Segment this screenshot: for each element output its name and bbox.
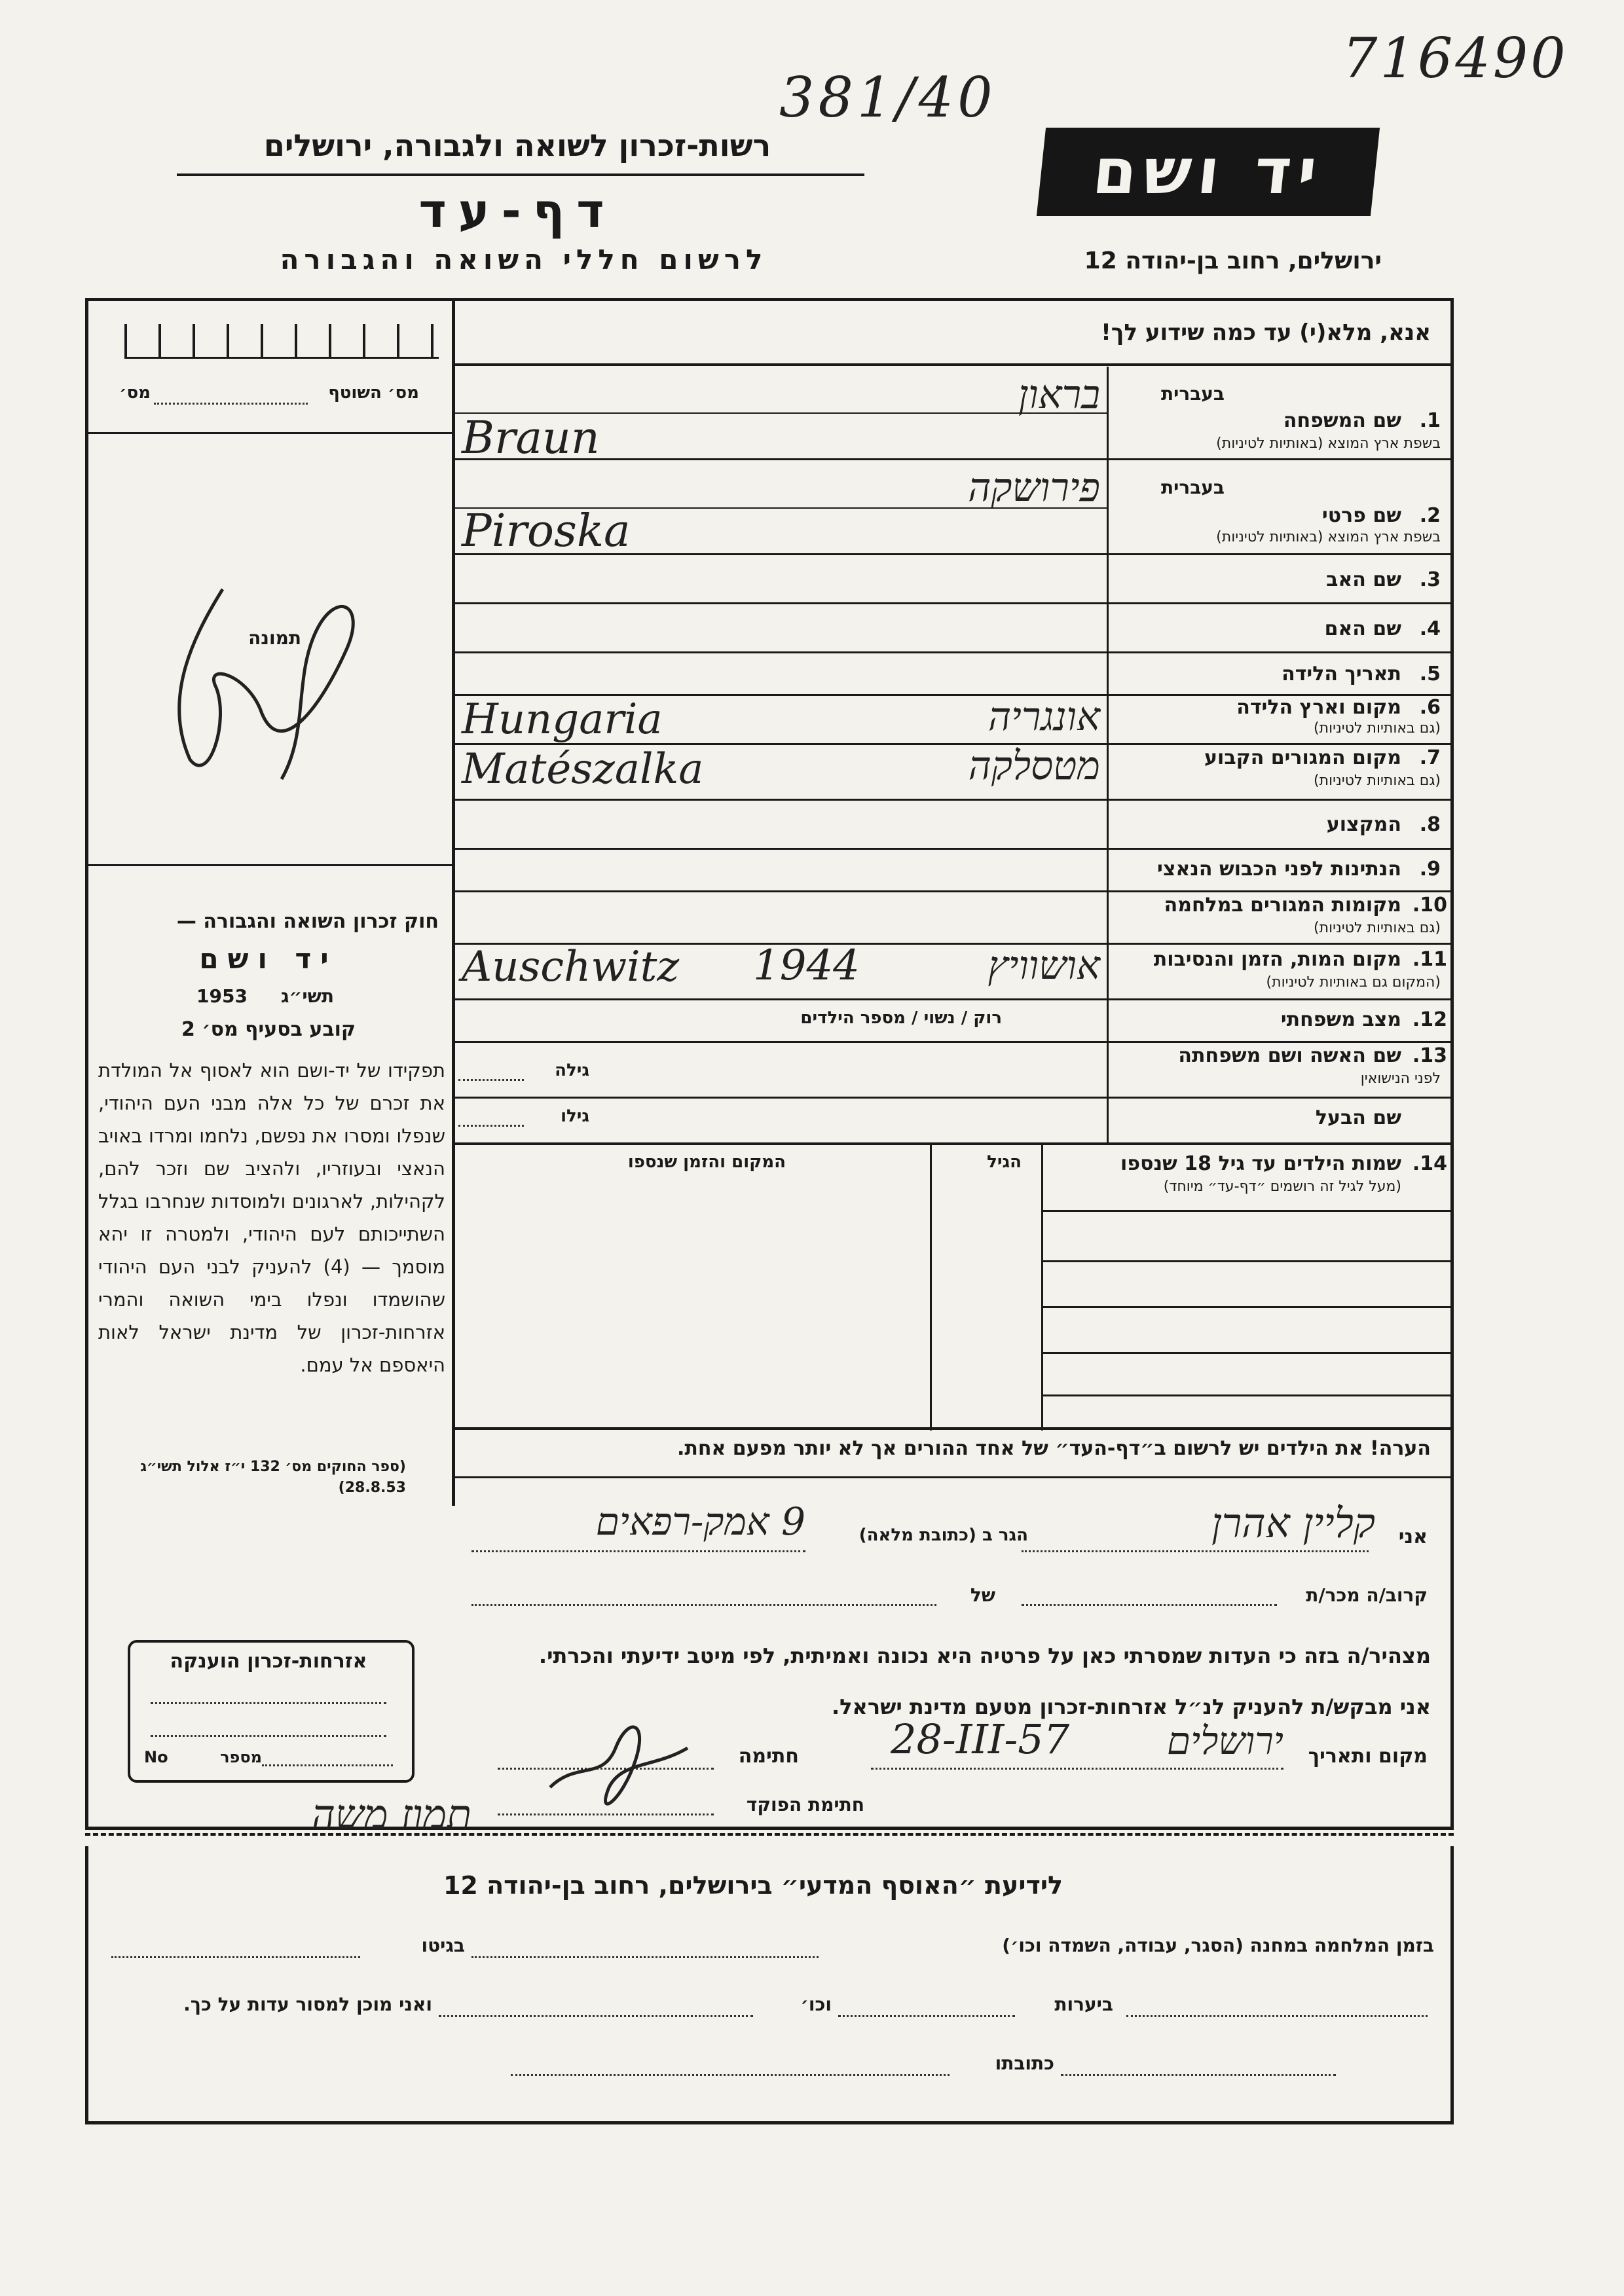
field-10-sub: (גם באותיות לטיניות)	[1314, 920, 1441, 936]
header-address: ירושלים, רחוב בן-יהודה 12	[1084, 247, 1382, 274]
field-7-label: מקום המגורים הקבוע	[1204, 746, 1401, 769]
form-instruction: אנא, מלא(י) עד כמה שידוע לך!	[1101, 319, 1431, 346]
serial-label: מס׳ השוטף	[328, 383, 419, 403]
field-husband-label: שם הבעל	[1315, 1106, 1401, 1129]
row-rule-4	[455, 651, 1450, 653]
footer-address-dots-right	[1061, 2074, 1336, 2076]
field-8-label: המקצוע	[1326, 813, 1401, 836]
field-6-value-hebrew: אונגריה	[987, 694, 1100, 740]
signature-label: חתימה	[738, 1745, 799, 1768]
photo-label: תמונה	[248, 627, 301, 649]
field-2-hebrew-tag: בעברית	[1160, 477, 1225, 498]
field-11-sub: (המקום גם באותיות לטיניות)	[1266, 974, 1441, 991]
footer-ghetto-dots	[111, 1956, 360, 1958]
field-2-value-hebrew: פירושקה	[968, 465, 1100, 511]
stamp-no-label: No	[144, 1748, 168, 1766]
footer-line2-ready: ואני מוכן למסור עדות על כך.	[183, 1994, 432, 2015]
witness-of-label: של	[970, 1584, 995, 1606]
footer-line3-address: כתובתו	[995, 2052, 1054, 2074]
field-11-value-year: 1944	[753, 941, 860, 990]
row-rule-3	[455, 602, 1450, 604]
date-value: 28-III-57	[891, 1715, 1070, 1763]
row-rule-12	[455, 1041, 1450, 1043]
field-11-num: 11.	[1412, 948, 1447, 971]
place-date-dots	[871, 1768, 1283, 1770]
org-underline	[177, 173, 864, 176]
field-1-label: שם המשפחה	[1283, 409, 1401, 432]
field-2-mid-rule	[455, 507, 1107, 509]
field-2-value-latin: Piroska	[462, 505, 631, 557]
photo-signature-scribble	[151, 563, 399, 799]
children-num: 14.	[1412, 1152, 1447, 1175]
form-subtitle: לרשום חללי השואה והגבורה	[280, 244, 768, 276]
witness-i-label: אני	[1398, 1525, 1428, 1548]
children-col-place: המקום והזמן שנספו	[627, 1152, 786, 1172]
field-1-hebrew-tag: בעברית	[1160, 383, 1225, 405]
field-5-num: 5.	[1419, 663, 1441, 685]
form-title: דף-עד	[418, 183, 616, 238]
children-note: הערה! את הילדים יש לרשום ב״דף-העד״ של אחד ההורים אך לא יותר מפעם אחת.	[677, 1437, 1431, 1460]
row-rule-8	[455, 848, 1450, 850]
footer-forests-dots	[1126, 2015, 1428, 2017]
field-1-mid-rule	[455, 412, 1107, 414]
field-3-num: 3.	[1419, 568, 1441, 591]
field-9-num: 9.	[1419, 858, 1441, 881]
children-row-rule-4	[1041, 1394, 1450, 1396]
org-name: רשות-זכרון לשואה ולגבורה, ירושלים	[263, 128, 771, 163]
field-6-value-latin: Hungaria	[462, 695, 663, 744]
field-2-label: שם פרטי	[1321, 504, 1401, 527]
field-6-num: 6.	[1419, 696, 1441, 719]
field-4-num: 4.	[1419, 617, 1441, 640]
sidebar-title: חוק זכרון השואה והגבורה —	[176, 910, 439, 933]
children-col-age: הגיל	[987, 1152, 1022, 1172]
serial-dots	[154, 403, 308, 405]
record-number: 716490	[1342, 26, 1568, 90]
field-7-value-hebrew: מטסלקה	[968, 743, 1100, 789]
photo-bottom-rule	[88, 864, 452, 866]
witness-name-dots	[1022, 1550, 1369, 1552]
children-col-divider-a	[930, 1142, 932, 1430]
field-10-label: מקומות המגורים במלחמה	[1164, 894, 1401, 917]
witness-address-value: 9 אמק-רפאים	[595, 1499, 805, 1544]
yad-vashem-logo	[1037, 128, 1380, 216]
row-rule-9	[455, 890, 1450, 892]
sidebar-hebrew-year: תשי״ג	[281, 985, 334, 1007]
witness-of-dots	[471, 1604, 936, 1606]
children-label: שמות הילדים עד גיל 18 שנספו	[1120, 1152, 1401, 1175]
field-3-label: שם האב	[1326, 568, 1401, 591]
sidebar-body: תפקידו של יד-ושם הוא לאסוף אל המולדת את זכרם של כל אלה מבני העם היהודי, שנפלו ומסרו את נפשם, נלחמו ומרדו באויב הנאצי ובעוזריו, ולהציב שם וזכר להם, לקהילות, לארגונים ולמוסדות שנחרבו בגלל השתייכותם לעם היהודי, ולמטרה זו יהא מוסמך — (4) להעניק לבני העם היהודי שהושמדו ונפלו בימי השואה והמרי אזרחות-זכרון של מדינת ישראל לאות היאספם אל עמם.	[98, 1059, 445, 1376]
field-6-sub: (גם באותיות לטיניות)	[1314, 720, 1441, 737]
witness-relation-label: קרוב/ה מכר/ת	[1306, 1584, 1428, 1606]
field-12-num: 12.	[1412, 1008, 1447, 1031]
field-7-num: 7.	[1419, 746, 1441, 769]
field-1-sub: בשפת ארץ המוצא (באותיות לטיניות)	[1216, 435, 1441, 452]
field-12-label: מצב משפחתי	[1280, 1008, 1401, 1031]
field-7-sub: (גם באותיות לטיניות)	[1314, 773, 1441, 789]
witness-relation-dots	[1022, 1604, 1277, 1606]
field-10-num: 10.	[1412, 894, 1447, 917]
serial-ticks	[124, 324, 439, 359]
field-1-num: 1.	[1419, 409, 1441, 432]
row-rule-13	[455, 1097, 1450, 1099]
field-2-num: 2.	[1419, 504, 1441, 527]
field-8-num: 8.	[1419, 813, 1441, 836]
instruction-rule	[455, 363, 1450, 366]
children-col-divider-b	[1041, 1142, 1043, 1430]
field-11-value-hebrew: אושוויץ	[987, 943, 1100, 989]
serial-no-label: מס׳	[119, 383, 151, 403]
file-number: 381/40	[779, 65, 997, 130]
logo-text: יד ושם	[1089, 135, 1327, 208]
footer-top-rule	[85, 1833, 1454, 1836]
sidebar-source: (ספר החוקים מס׳ 132 י״ז אלול תשי״ג 28.8.53)	[140, 1459, 406, 1496]
footer-line1-label: בזמן המלחמה במחנה (הסגר, עבודה, השמדה וכו׳)	[1002, 1935, 1434, 1956]
field-6-label: מקום וארץ הלידה	[1236, 696, 1401, 719]
stamp-line-1	[151, 1702, 386, 1704]
children-row-rule-3	[1041, 1352, 1450, 1354]
officer-dots	[498, 1813, 714, 1815]
field-13-age-dots	[458, 1079, 524, 1081]
footer-address-dots-left	[511, 2074, 950, 2076]
row-rule-husband	[455, 1142, 1450, 1145]
witness-signature	[537, 1709, 707, 1827]
witness-name-value: קליין אהרן	[1211, 1499, 1375, 1547]
witness-declaration: מצהיר/ה בזה כי העדות שמסרתי כאן על פרטיה היא נכונה ואמיתית, לפי מיטב ידיעתי והכרתי.	[538, 1643, 1431, 1668]
children-row-rule-2	[1041, 1306, 1450, 1308]
place-value: ירושלים	[1166, 1719, 1283, 1763]
children-header-rule	[1041, 1210, 1450, 1212]
field-13-num: 13.	[1412, 1044, 1447, 1067]
field-1-value-latin: Braun	[462, 412, 600, 464]
children-bottom-rule	[455, 1427, 1450, 1430]
witness-resident-label: הגר ב (כתובת מלאה)	[858, 1525, 1028, 1545]
sidebar-year: 1953	[196, 985, 248, 1007]
field-11-label: מקום המות, הזמן והנסיבות	[1153, 948, 1401, 971]
place-date-label: מקום ותאריך	[1308, 1745, 1428, 1768]
serial-rule	[88, 432, 452, 434]
stamp-title: אזרחות-זכרון הוענקה	[170, 1650, 367, 1673]
footer-title: לידיעת ״האוסף המדעי״ בירושלים, רחוב בן-יהודה 12	[443, 1871, 1063, 1900]
footer-mid-dots	[838, 2015, 1015, 2017]
sidebar-clause: קובע בסעיף מס׳ 2	[181, 1018, 356, 1041]
field-13-sub: לפני הנישואין	[1360, 1070, 1441, 1087]
field-4-label: שם האם	[1324, 617, 1401, 640]
field-husband-age-label: גילו	[561, 1106, 589, 1126]
field-12-options: רוק / נשוי / מספר הילדים	[800, 1008, 1002, 1028]
footer-line2-forests: ביערות	[1054, 1994, 1113, 2015]
note-rule	[455, 1476, 1450, 1478]
stamp-line-2	[151, 1735, 386, 1737]
witness-address-dots	[471, 1550, 805, 1552]
row-rule-11	[455, 998, 1450, 1000]
stamp-number-label: מספר	[220, 1748, 262, 1766]
footer-line1-ghetto: בגיטו	[421, 1935, 465, 1956]
children-sub: (מעל לגיל זה רושמים ״דף-עד״ מיוחד)	[1163, 1178, 1401, 1195]
row-rule-7	[455, 799, 1450, 801]
field-11-value-latin: Auschwitz	[462, 943, 680, 991]
field-13-label: שם האשה ושם משפחתה	[1178, 1044, 1401, 1067]
footer-line1-dots	[471, 1956, 819, 1958]
field-5-label: תאריך הלידה	[1282, 663, 1401, 685]
label-column-divider	[1107, 367, 1109, 1142]
sidebar-name: יד ושם	[199, 943, 338, 975]
field-1-value-hebrew: בראון	[1018, 372, 1100, 418]
witness-request: אני מבקש/ת להעניק לנ״ל אזרחות-זכרון מטעם מדינת ישראל.	[832, 1694, 1431, 1719]
stamp-no-dots	[262, 1764, 393, 1766]
field-7-value-latin: Matészalka	[462, 745, 704, 793]
field-13-age-label: גילה	[555, 1061, 589, 1080]
footer-line2-etc: וכו׳	[800, 1994, 832, 2015]
officer-label: חתימת הפוקד	[746, 1794, 864, 1815]
field-9-label: הנתינות לפני הכבוש הנאצי	[1157, 858, 1401, 881]
stamp-signature: תמוז משה	[311, 1791, 471, 1838]
field-husband-age-dots	[458, 1125, 524, 1127]
field-2-sub: בשפת ארץ המוצא (באותיות לטיניות)	[1216, 529, 1441, 545]
left-column-divider	[452, 301, 455, 1506]
children-row-rule-1	[1041, 1260, 1450, 1262]
footer-etc-dots	[439, 2015, 753, 2017]
